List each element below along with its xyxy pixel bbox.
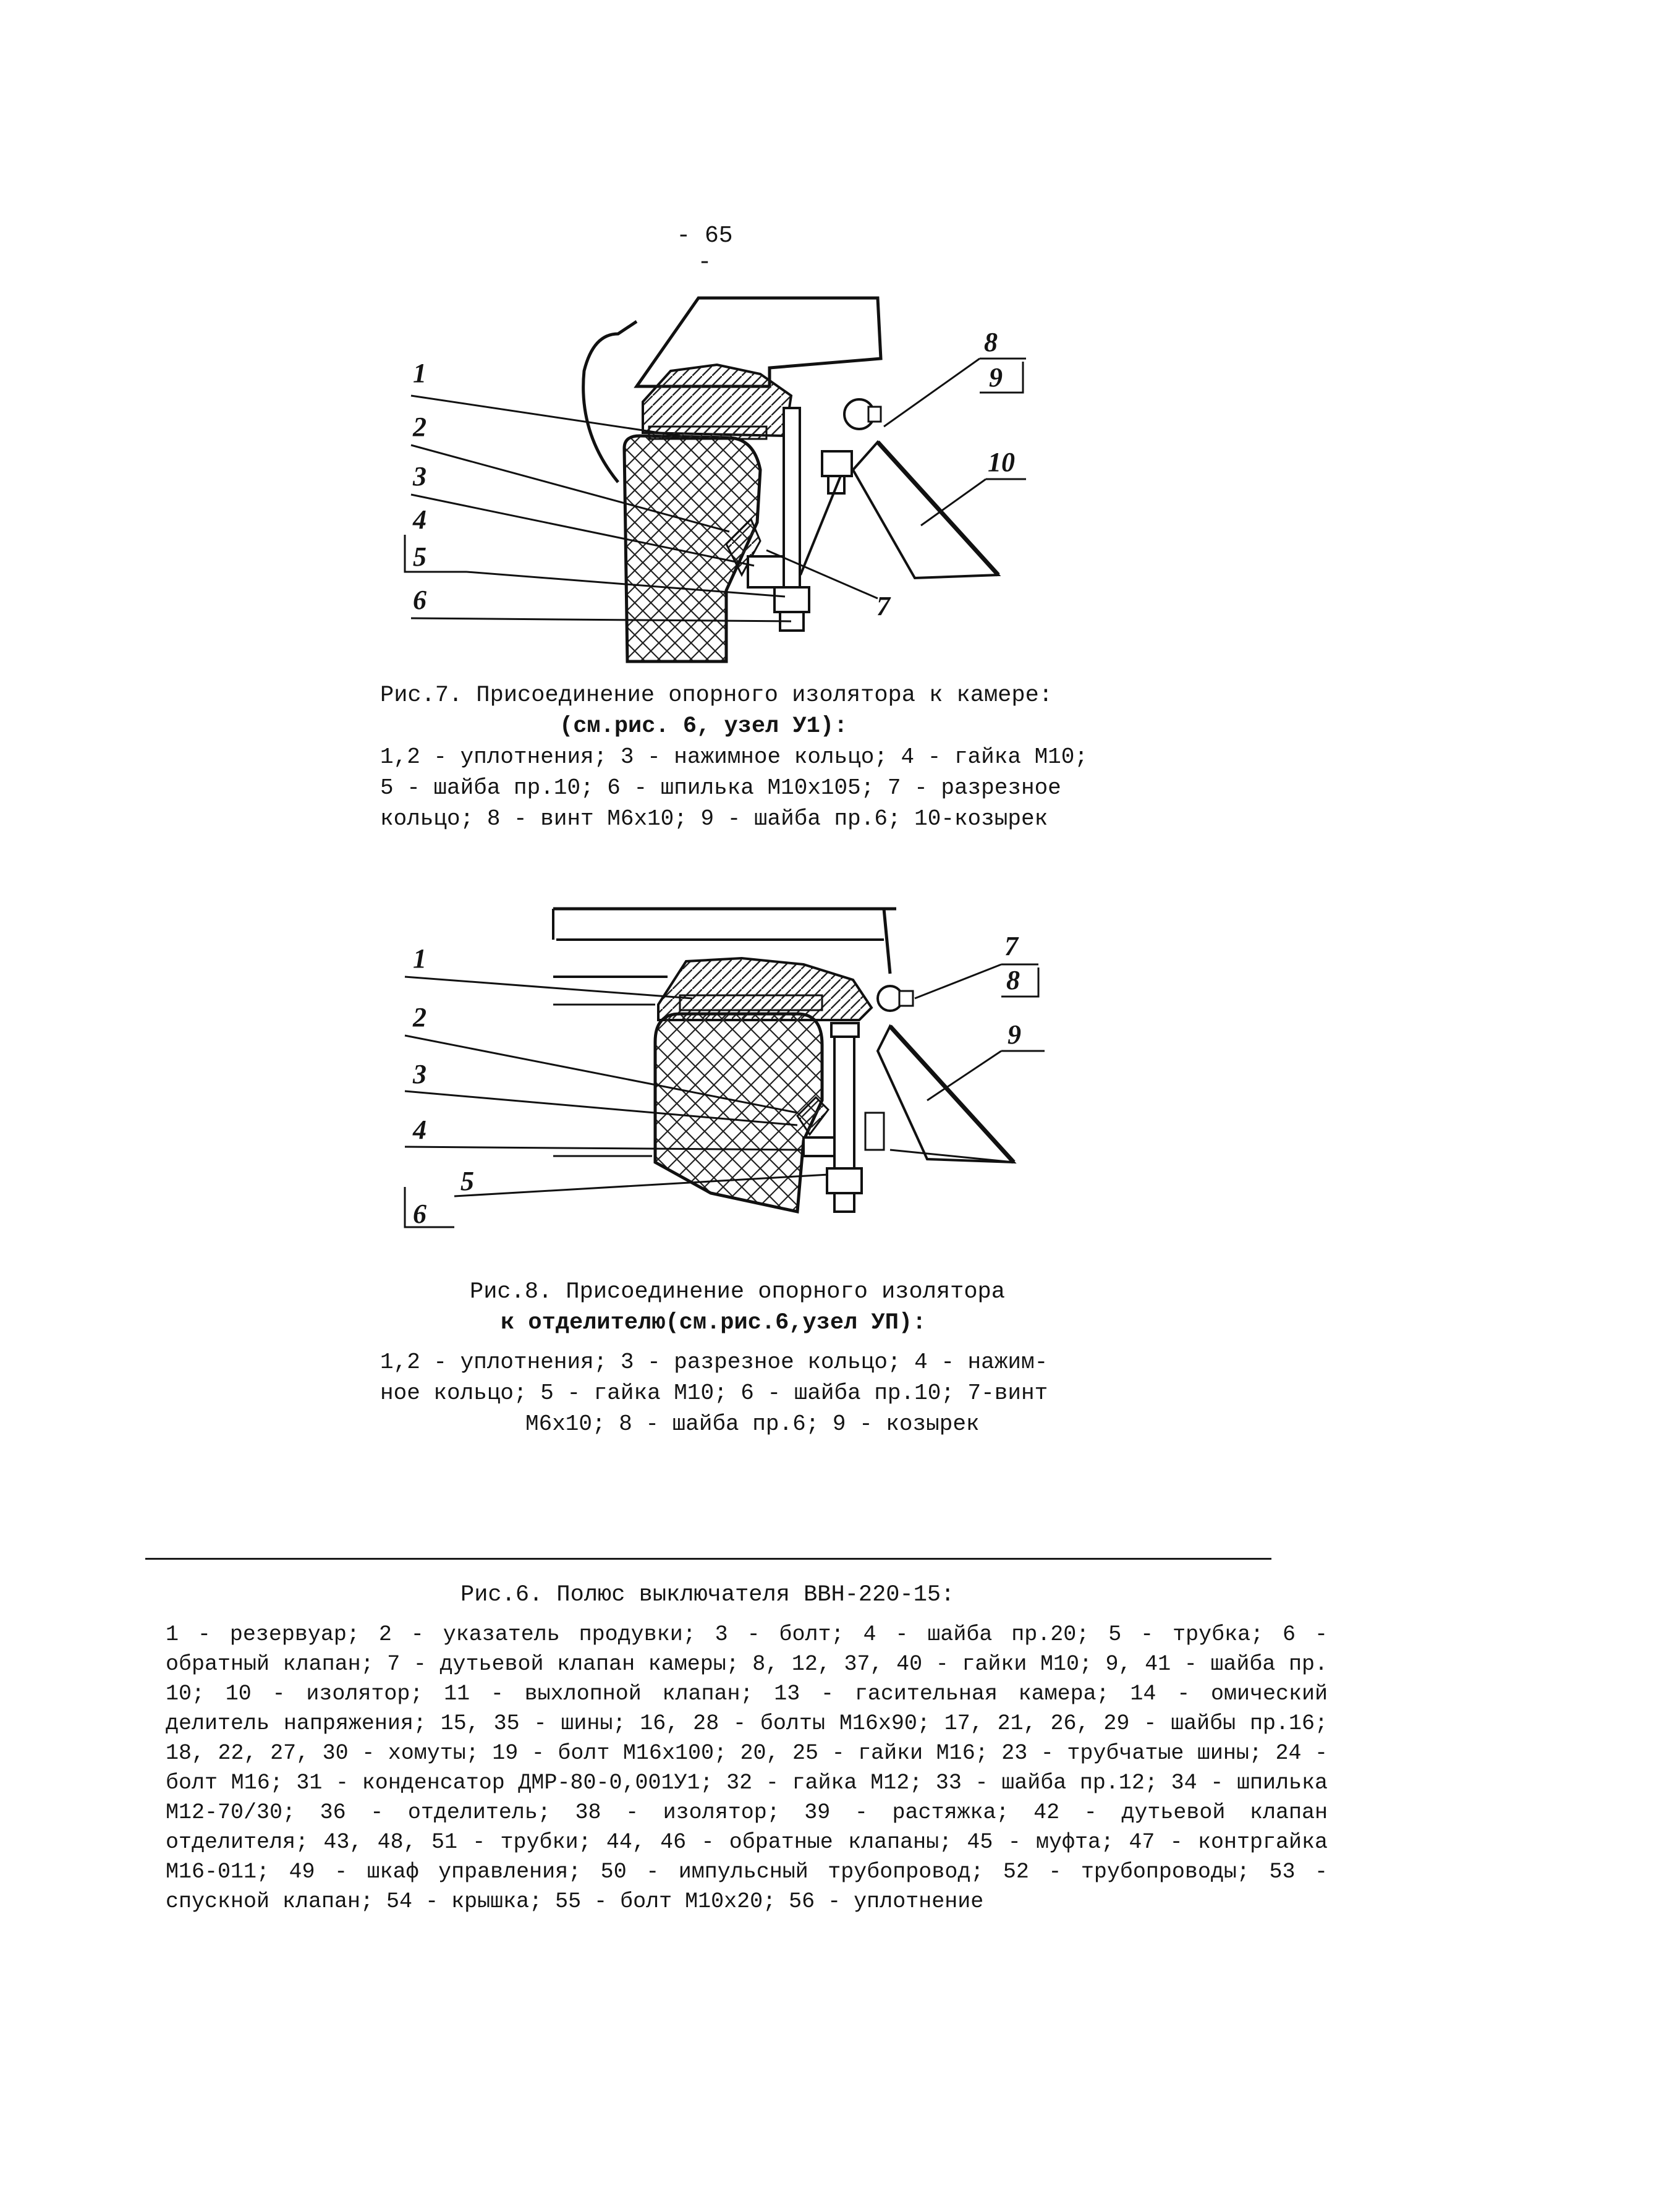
- fig8-caption-ref: к отделителю(см.рис.6,узел УП):: [501, 1310, 927, 1336]
- page-number: - 65 -: [676, 223, 733, 276]
- fig7-label-9: 9: [989, 362, 1003, 393]
- footnote-divider: [145, 1558, 1271, 1560]
- fig8-screw: [878, 986, 913, 1011]
- fig8-label-3: 3: [413, 1059, 426, 1089]
- fig7-stud: [774, 408, 809, 631]
- fig8-caption-line: М6х10; 8 - шайба пр.6; 9 - козырек: [525, 1411, 980, 1437]
- fig7-seal-strip: [649, 427, 766, 439]
- fig7-caption-line: 1,2 - уплотнения; 3 - нажимное кольцо; 4 - гайка М10;: [380, 744, 1088, 770]
- fig8-visor: [878, 1026, 1014, 1162]
- fig8-label-6: 6: [413, 1199, 426, 1229]
- fig7-label-2: 2: [413, 412, 426, 442]
- fig7-label-8: 8: [984, 327, 998, 357]
- fig7-label-10: 10: [988, 447, 1015, 477]
- fig7-label-5: 5: [413, 542, 426, 572]
- fig8-caption-line: 1,2 - уплотнения; 3 - разрезное кольцо; 4 - нажим-: [380, 1350, 1048, 1375]
- fig8-label-5: 5: [460, 1166, 474, 1196]
- fig7-caption-line: 5 - шайба пр.10; 6 - шпилька М10х105; 7 - разрезное: [380, 775, 1061, 801]
- fig7-label-4: 4: [413, 504, 426, 535]
- fig8-bolt: [827, 1023, 884, 1212]
- fig8-label-2: 2: [413, 1002, 426, 1032]
- figure-6-title: [460, 1580, 954, 1610]
- fig7-label-3: 3: [413, 461, 426, 491]
- figure-8-drawing: [371, 896, 1051, 1243]
- figure-7-drawing: [371, 284, 1026, 680]
- fig8-label-1: 1: [413, 943, 426, 974]
- figure-7-caption: [380, 680, 1088, 835]
- fig7-caption-line: кольцо; 8 - винт М6х10; 9 - шайба пр.6; 10-козырек: [380, 806, 1048, 831]
- figure-6-legend: 1 - резервуар; 2 - указатель продувки; 3 - болт; 4 - шайба пр.20; 5 - трубка; 6 - обратный клапан; 7 - дутьевой клапан камеры; 8, 12, 37, 40 - гайки М10; 9, 41 - шайба пр. 10; 10 - изолятор; 11 - выхлопной клапан; 13 - гасительная камера; 14 - омический делитель напряжения; 15, 35 - шины; 16, 28 - болты М16х90; 17, 21, 26, 29 - шайбы пр.16; 18, 22, 27, 30 - хомуты; 19 - болт М16х100; 20, 25 - гайки М16; 23 - трубчатые шины; 24 - болт М16; 31 - конденсатор ДМР-80-0,001У1; 32 - гайка М12; 33 - шайба пр.12; 34 - шпилька М12-70/30; 36 - отделитель; 38 - изолятор; 39 - растяжка; 42 - дутьевой клапан отделителя; 43, 48, 51 - трубки; 44, 46 - обратные клапаны; 45 - муфта; 47 - контргайка М16-011; 49 - шкаф управления; 50 - импульсный трубопровод; 52 - трубопроводы; 53 - спускной клапан; 54 - крышка; 55 - болт М10х20; 56 - уплотнение: [166, 1622, 1328, 1914]
- fig7-label-7: 7: [876, 591, 890, 621]
- fig7-label-1: 1: [413, 358, 426, 388]
- fig8-label-9: 9: [1008, 1019, 1021, 1050]
- fig7-label-6: 6: [413, 585, 426, 615]
- fig7-caption-title: Рис.7. Присоединение опорного изолятора к камере:: [380, 682, 1053, 708]
- fig8-caption-title: Рис.8. Присоединение опорного изолятора: [470, 1279, 1005, 1305]
- fig7-caption-ref: (см.рис. 6, узел У1):: [559, 713, 848, 739]
- fig6-title: Рис.6. Полюс выключателя ВВН-220-15:: [460, 1582, 955, 1608]
- fig8-label-4: 4: [413, 1115, 426, 1145]
- fig8-label-7: 7: [1004, 931, 1018, 961]
- figure-8-caption: [380, 1277, 1048, 1440]
- fig8-label-8: 8: [1006, 965, 1020, 995]
- fig8-seal-strip: [680, 995, 822, 1010]
- fig8-caption-line: ное кольцо; 5 - гайка М10; 6 - шайба пр.10; 7-винт: [380, 1380, 1048, 1406]
